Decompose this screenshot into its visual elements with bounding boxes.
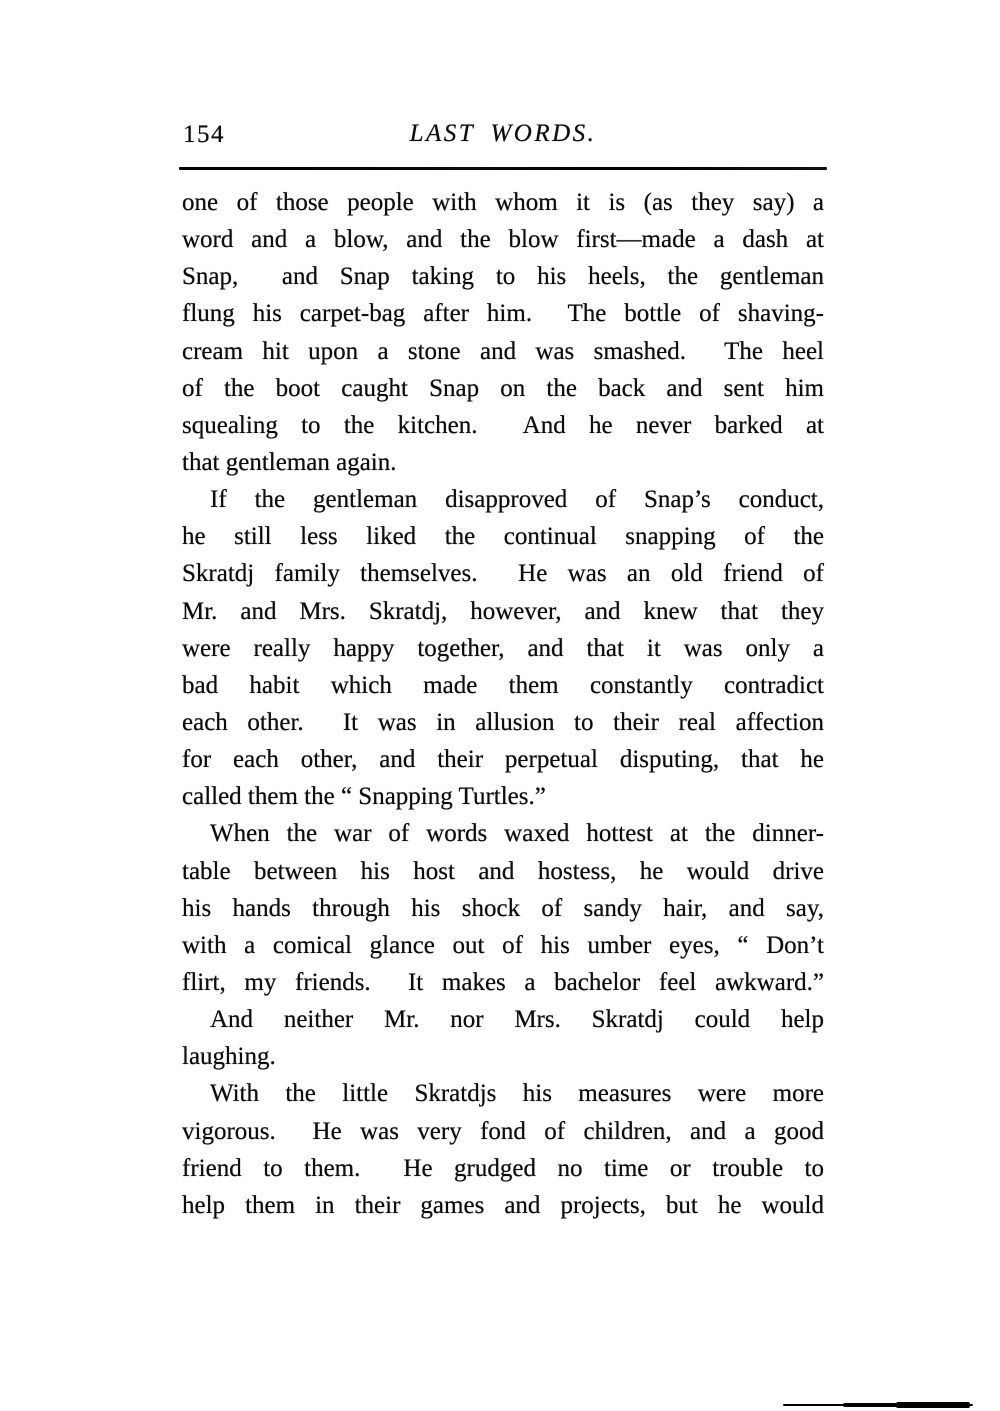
scan-ink-smudge [896,1402,970,1408]
text-line: And neither Mr. nor Mrs. Skratdj could help [210,1006,824,1034]
text-line: flung his carpet-bag after him. The bottle of shaving- [182,300,824,328]
text-line: he still less liked the continual snapping of the [182,523,824,551]
text-line: with a comical glance out of his umber eyes, “ Don’t [182,931,824,959]
text-line: were really happy together, and that it was only a [182,634,824,662]
text-line: that gentleman again. [182,448,397,476]
text-line: called them the “ Snapping Turtles.” [182,783,546,811]
page-number: 154 [183,121,225,148]
text-line: Skratdj family themselves. He was an old friend of [182,560,824,588]
text-line: bad habit which made them constantly contradict [182,671,824,699]
text-line: cream hit upon a stone and was smashed. The heel [182,337,824,365]
header-rule [179,167,827,170]
text-line: each other. It was in allusion to their real affection [182,708,824,736]
text-line: Snap, and Snap taking to his heels, the gentleman [182,263,824,291]
text-line: With the little Skratdjs his measures were more [210,1080,824,1108]
text-line: When the war of words waxed hottest at the dinner- [210,820,824,848]
text-line: table between his host and hostess, he would drive [182,857,824,885]
text-line: his hands through his shock of sandy hair, and say, [182,894,824,922]
text-line: flirt, my friends. It makes a bachelor feel awkward.” [182,968,824,996]
text-line: vigorous. He was very fond of children, and a good [182,1117,824,1145]
text-line: Mr. and Mrs. Skratdj, however, and knew that they [182,597,824,625]
running-header-title: LAST WORDS. [409,120,597,147]
text-line: squealing to the kitchen. And he never barked at [182,411,824,439]
text-line: for each other, and their perpetual disputing, that he [182,746,824,774]
running-header [182,120,824,150]
text-line: laughing. [182,1043,276,1071]
text-line: word and a blow, and the blow first—made a dash at [182,226,824,254]
text-line: of the boot caught Snap on the back and sent him [182,374,824,402]
text-line: one of those people with whom it is (as they say) a [182,189,824,216]
text-line: If the gentleman disapproved of Snap’s conduct, [210,486,824,514]
text-line: friend to them. He grudged no time or trouble to [182,1154,824,1182]
text-line: help them in their games and projects, but he would [182,1191,824,1219]
body-text [182,184,824,1224]
